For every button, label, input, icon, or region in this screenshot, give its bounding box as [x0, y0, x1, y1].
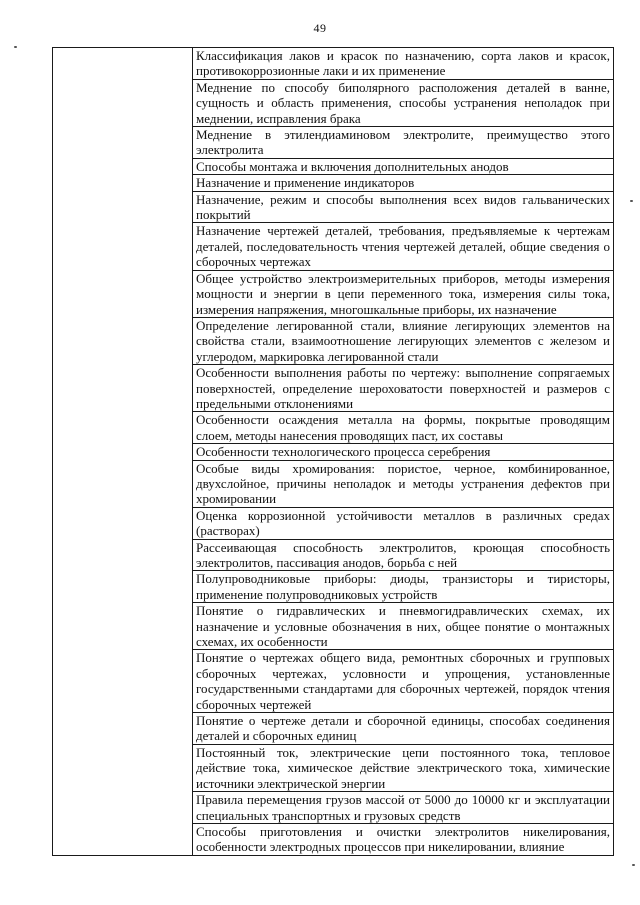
scan-speck — [14, 46, 17, 48]
topic-cell: Оценка коррозионной устойчивости металлов в различных средах (растворах) — [193, 507, 614, 539]
topic-cell: Полупроводниковые приборы: диоды, транзисторы и тиристоры, применение полупроводниковых устройств — [193, 571, 614, 603]
topic-cell: Постоянный ток, электрические цепи постоянного тока, тепловое действие тока, химическое действие электрического тока, химические источники электрической энергии — [193, 744, 614, 791]
topic-cell: Особенности выполнения работы по чертежу: выполнение сопрягаемых поверхностей, определение шероховатости поверхностей и размеров с предельными отклонениями — [193, 365, 614, 412]
topic-cell: Понятие о чертежах общего вида, ремонтных сборочных и групповых сборочных чертежах, условности и упрощения, установленные государственными стандартами для сборочных чертежей, порядок чтения сборочных чертежей — [193, 650, 614, 713]
topic-cell: Общее устройство электроизмерительных приборов, методы измерения мощности и энергии в цепи переменного тока, измерения силы тока, измерения напряжения, многошкальные приборы, их назначение — [193, 270, 614, 317]
topics-table — [52, 47, 614, 856]
scan-speck — [632, 864, 635, 866]
topic-cell: Способы монтажа и включения дополнительных анодов — [193, 158, 614, 174]
table-row — [53, 48, 614, 80]
topic-cell: Классификация лаков и красок по назначению, сорта лаков и красок, противокоррозионные лаки и их применение — [193, 48, 614, 80]
topic-cell: Меднение по способу биполярного расположения деталей в ванне, сущность и область применения, способы устранения неполадок при меднении, исправления брака — [193, 79, 614, 126]
topic-cell: Назначение и применение индикаторов — [193, 175, 614, 191]
topic-cell: Особенности технологического процесса серебрения — [193, 444, 614, 460]
topic-cell: Понятие о гидравлических и пневмогидравлических схемах, их назначение и условные обозначения в них, общее понятие о монтажных схемах, их особенности — [193, 603, 614, 650]
topic-cell: Способы приготовления и очистки электролитов никелирования, особенности электродных процессов при никелировании, влияние — [193, 823, 614, 855]
topic-cell: Рассеивающая способность электролитов, кроющая способность электролитов, пассивация анодов, борьба с ней — [193, 539, 614, 571]
scan-speck — [630, 200, 633, 202]
topic-cell: Меднение в этилендиаминовом электролите, преимущество этого электролита — [193, 127, 614, 159]
topic-cell: Определение легированной стали, влияние легирующих элементов на свойства стали, взаимоотношение легирующих элементов с железом и углеродом, маркировка легированной стали — [193, 317, 614, 364]
topic-cell: Особенности осаждения металла на формы, покрытые проводящим слоем, методы нанесения проводящих паст, их составы — [193, 412, 614, 444]
page-number: 49 — [313, 21, 327, 35]
topic-cell: Понятие о чертеже детали и сборочной единицы, способах соединения деталей и сборочных единиц — [193, 713, 614, 745]
topic-cell: Назначение, режим и способы выполнения всех видов гальванических покрытий — [193, 191, 614, 223]
topic-cell: Назначение чертежей деталей, требования, предъявляемые к чертежам деталей, последовательность чтения чертежей деталей, общие сведения о сборочных чертежах — [193, 223, 614, 270]
topic-cell: Правила перемещения грузов массой от 5000 до 10000 кг и эксплуатации специальных транспортных и грузовых средств — [193, 792, 614, 824]
topic-cell: Особые виды хромирования: пористое, черное, комбинированное, двухслойное, причины неполадок и методы устранения дефектов при хромировании — [193, 460, 614, 507]
left-column-cell — [53, 48, 193, 856]
